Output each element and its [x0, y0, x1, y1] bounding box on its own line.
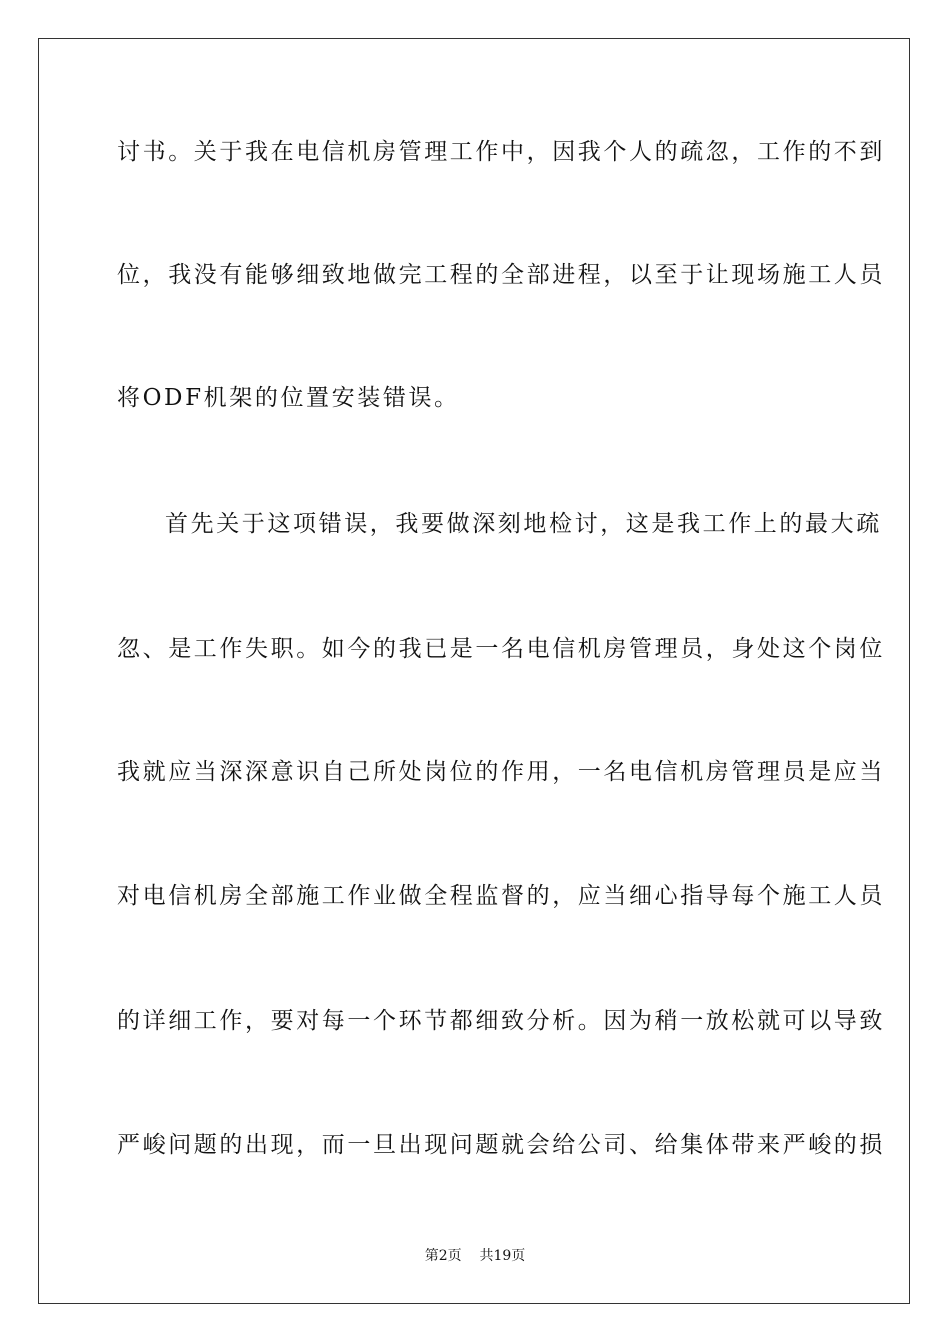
text-line: 我就应当深深意识自己所处岗位的作用，一名电信机房管理员是应当 — [117, 759, 885, 785]
text-line: 将ODF机架的位置安装错误。 — [117, 385, 460, 411]
text-line: 的详细工作，要对每一个环节都细致分析。因为稍一放松就可以导致 — [117, 1008, 885, 1034]
text-line-paragraph-start: 首先关于这项错误，我要做深刻地检讨，这是我工作上的最大疏 — [165, 511, 882, 537]
text-line: 讨书。关于我在电信机房管理工作中，因我个人的疏忽，工作的不到 — [117, 139, 885, 165]
text-line: 忽、是工作失职。如今的我已是一名电信机房管理员，身处这个岗位 — [117, 636, 885, 662]
page-total: 共19页 — [479, 1248, 526, 1264]
page-border — [38, 38, 910, 1304]
page-footer — [0, 1247, 950, 1265]
text-line: 位，我没有能够细致地做完工程的全部进程，以至于让现场施工人员 — [117, 262, 885, 288]
page-number: 第2页 — [424, 1248, 462, 1264]
text-line: 严峻问题的出现，而一旦出现问题就会给公司、给集体带来严峻的损 — [117, 1132, 885, 1158]
text-line: 对电信机房全部施工作业做全程监督的，应当细心指导每个施工人员 — [117, 883, 885, 909]
